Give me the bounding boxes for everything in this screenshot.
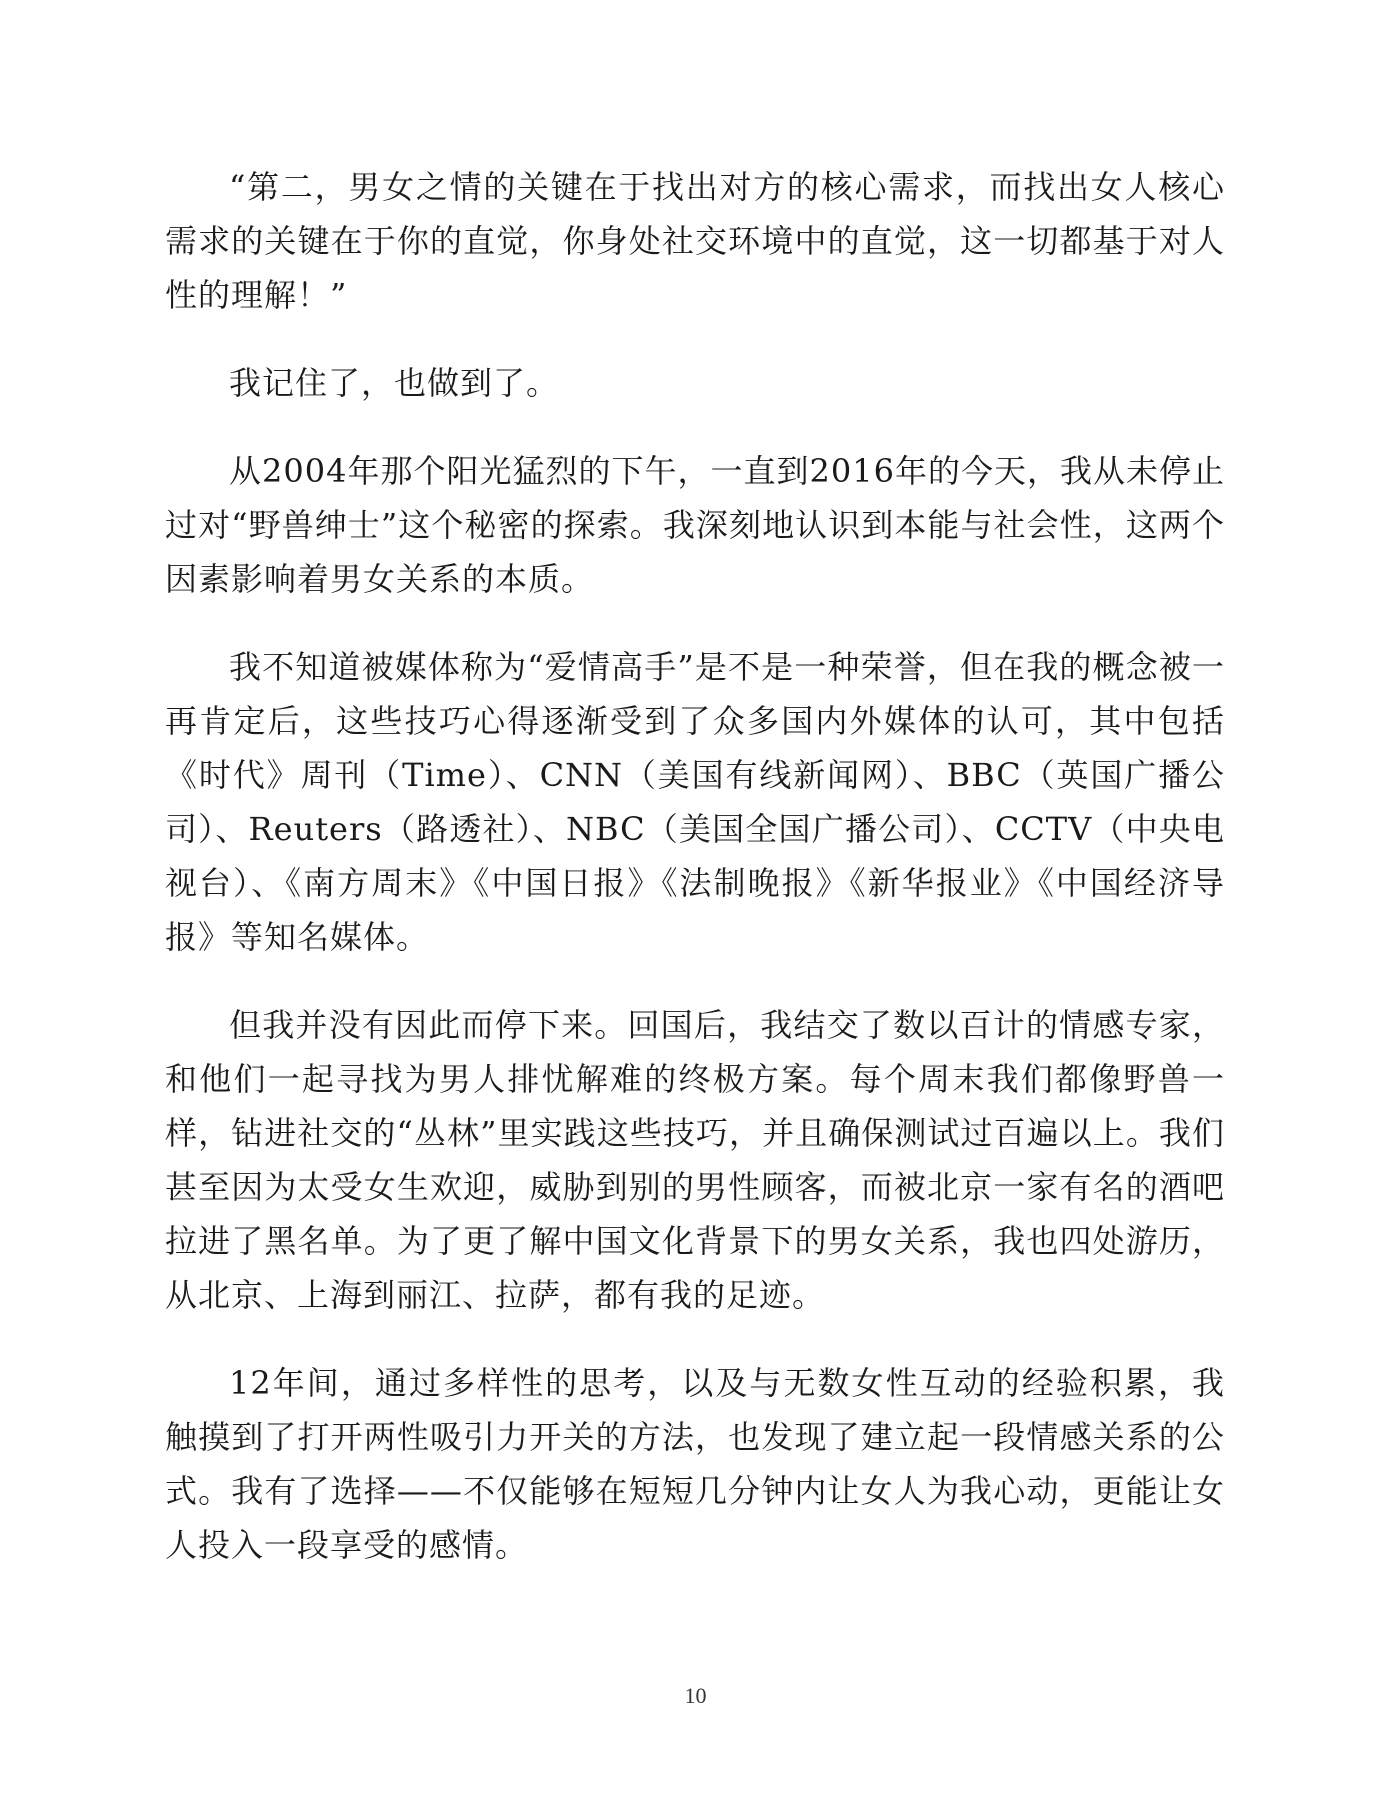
paragraph-4: 我不知道被媒体称为“爱情高手”是不是一种荣誉，但在我的概念被一再肯定后，这些技巧心得逐渐受到了众多国内外媒体的认可，其中包括《时代》周刊（Time）、CNN（美国有线新闻网）、BBC（英国广播公司）、Reuters（路透社）、NBC（美国全国广播公司）、CCTV（中央电视台）、《南方周末》《中国日报》《法制晚报》《新华报业》《中国经济导报》等知名媒体。 (165, 648, 1225, 956)
paragraph-6: 12年间，通过多样性的思考，以及与无数女性互动的经验积累，我触摸到了打开两性吸引力开关的方法，也发现了建立起一段情感关系的公式。我有了选择——不仅能够在短短几分钟内让女人为我心动，更能让女人投入一段享受的感情。 (165, 1364, 1225, 1564)
paragraph-1: “第二，男女之情的关键在于找出对方的核心需求，而找出女人核心需求的关键在于你的直觉，你身处社交环境中的直觉，这一切都基于对人性的理解！” (165, 168, 1225, 314)
paragraph-5: 但我并没有因此而停下来。回国后，我结交了数以百计的情感专家，和他们一起寻找为男人排忧解难的终极方案。每个周末我们都像野兽一样，钻进社交的“丛林”里实践这些技巧，并且确保测试过百遍以上。我们甚至因为太受女生欢迎，威胁到别的男性顾客，而被北京一家有名的酒吧拉进了黑名单。为了更了解中国文化背景下的男女关系，我也四处游历，从北京、上海到丽江、拉萨，都有我的足迹。 (165, 1006, 1225, 1314)
page-number: 10 (684, 1683, 707, 1708)
paragraph-2: 我记住了，也做到了。 (229, 364, 560, 402)
body-text (165, 160, 1225, 1606)
paragraph-3: 从2004年那个阳光猛烈的下午，一直到2016年的今天，我从未停止过对“野兽绅士”这个秘密的探索。我深刻地认识到本能与社会性，这两个因素影响着男女关系的本质。 (165, 452, 1225, 598)
